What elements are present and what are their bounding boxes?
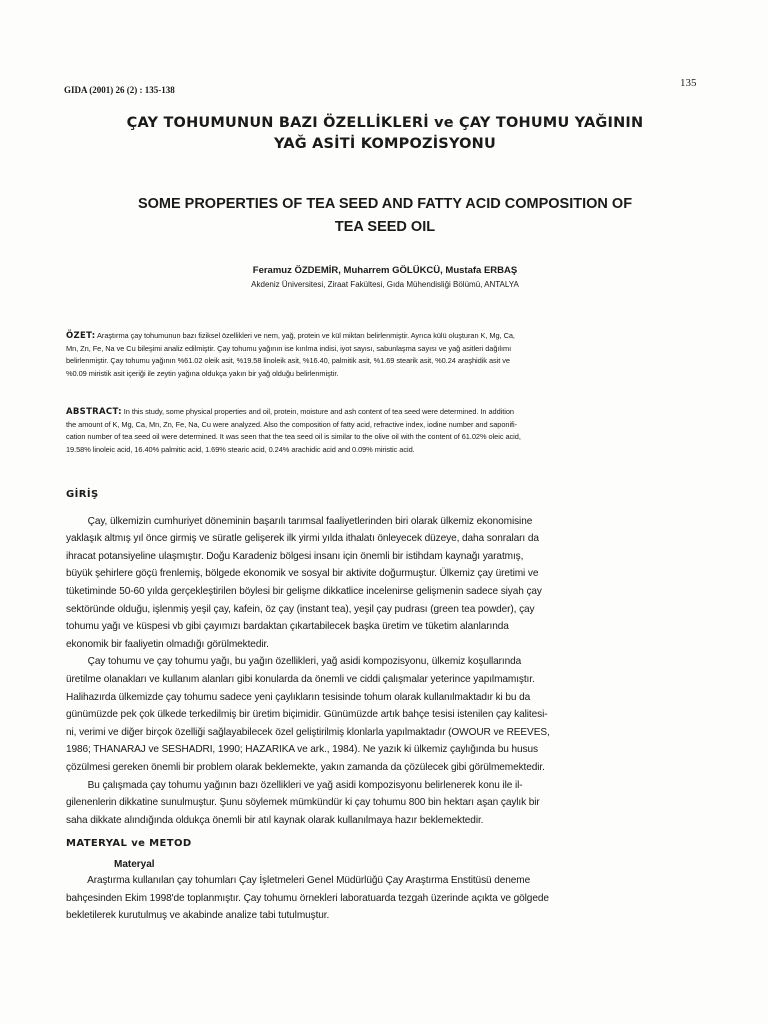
- abstract-block: [66, 406, 708, 457]
- title-turkish: [60, 113, 710, 155]
- body-line: gilenenlerin dikkatine sunulmuştur. Şunu söylemek mümkündür ki çay tohumu 800 bin hektarı aşan çaylık bir: [66, 797, 540, 809]
- body-line: üretilme olanakları ve kullanım alanları gibi konularda da önemli ve ciddi çalışmalar yeterince yapılmamıştır.: [66, 673, 535, 685]
- body-line: Çay tohumu ve çay tohumu yağı, bu yağın özellikleri, yağ asidi kompozisyonu, ülkemiz koşullarında: [66, 656, 522, 668]
- ozet-line: Mn, Zn, Fe, Na ve Cu bileşimi analiz edilmiştir. Çay tohumu yağının ise kırılma indisi, iyot sayısı, sabunlaşma sayısı ve yağ asitleri dağılımı: [66, 343, 512, 353]
- body-line: çözülmesi gereken önemli bir problem olarak beklemekte, yakın zamanda da çözülecek gibi görülmemektedir.: [66, 761, 545, 773]
- ozet-line: %0.09 miristik asit içeriği ile zeytin yağına oldukça yakın bir yağ olduğu belirlenmiştir.: [66, 369, 339, 379]
- abstract-line: 19.58% linoleic acid, 16.40% palmitic acid, 1.69% stearic acid, 0.24% arachidic acid and 0.09% miristic acid.: [66, 445, 415, 455]
- authors: Feramuz ÖZDEMİR, Muharrem GÖLÜKCÜ, Mustafa ERBAŞ: [252, 265, 518, 276]
- body-line: tüketiminde 50-60 yılda gerçekleştirilen böylesi bir gelişme dikkatlice incelenirse gelişmenin sadece siyah çay: [66, 585, 542, 597]
- body-line: ekonomik bir faaliyetin olmadığı görülmektedir.: [66, 638, 269, 650]
- body-line: Halihazırda ülkemizde çay tohumu sadece yeni çaylıkların tesisinde tohum olarak kullanılmaktadır ki bu da: [66, 691, 531, 703]
- ozet-line: [66, 330, 708, 343]
- ozet-label: ÖZET:: [66, 331, 96, 341]
- subheading-materyal: Materyal: [114, 859, 155, 870]
- body-line: ihracat potansiyeline ulaşmıştır. Doğu Karadeniz bölgesi insanı için önemli bir istihdam kaynağı yaratmış,: [66, 550, 524, 562]
- ozet-line: belirlenmiştir. Çay tohumu yağının %61.02 oleik asit, %19.58 linoleik asit, %16.40, palmitik asit, %1.69 stearik asit, %0.24 araşhidik asit ve: [66, 356, 510, 366]
- body-line: Çay, ülkemizin cumhuriyet döneminin başarılı tarımsal faaliyetlerinden biri olarak ülkemiz ekonomisine: [66, 515, 533, 527]
- body-line: sektöründe olduğu, işlenmiş yeşil çay, kafein, öz çay (instant tea), yeşil çay pudrası (green tea powder), çay: [66, 603, 535, 615]
- title-english: [50, 193, 720, 239]
- title-turkish-line: ÇAY TOHUMUNUN BAZI ÖZELLİKLERİ ve ÇAY TOHUMU YAĞININ: [126, 115, 644, 131]
- body-line: bahçesinden Ekim 1998'de toplanmıştır. Çay tohumu örnekleri laboratuarda tezgah üzerinde açıkta ve gölgede: [66, 892, 549, 904]
- page-number: 135: [680, 77, 697, 89]
- body-line: günümüzde pek çok ülkede terkedilmiş bir üretim biçimidir. Günümüzde artık bahçe tesisi istenilen çay kalitesi-: [66, 709, 548, 721]
- body-line: bekletilerek kurutulmuş ve akabinde analize tabi tutulmuştur.: [66, 910, 330, 922]
- body-line: 1986; THANARAJ ve SESHADRI, 1990; HAZARIKA ve ark., 1984). Ne yazık ki ülkemiz çaylığında bu husus: [66, 744, 538, 756]
- abstract-line: the amount of K, Mg, Ca, Mn, Zn, Fe, Na, Cu were analyzed. Also the composition of fatty acid, refractive index, iodine number and saponifi-: [66, 419, 518, 429]
- ozet-text: Araştırma çay tohumunun bazı fiziksel özellikleri ve nem, yağ, protein ve kül miktarı belirlenmiştir. Ayrıca külü oluşturan K, Mg, Ca,: [95, 331, 515, 340]
- giris-body: [66, 495, 708, 829]
- body-line: Bu çalışmada çay tohumu yağının bazı özellikleri ve yağ asidi kompozisyonu belirlenerek konu ile il-: [66, 779, 523, 791]
- materyal-body: [66, 872, 708, 925]
- section-heading-materyal-metod: MATERYAL ve METOD: [66, 838, 192, 849]
- affiliation: Akdeniz Üniversitesi, Ziraat Fakültesi, Gıda Mühendisliği Bölümü, ANTALYA: [251, 280, 519, 289]
- abstract-label: ABSTRACT:: [66, 407, 122, 417]
- abstract-text: In this study, some physical properties and oil, protein, moisture and ash content of tea seed were determined. In addition: [121, 407, 514, 416]
- body-line: büyük şehirlere göçü frenlemiş, bölgede ekonomik ve sosyal bir aktivite doğurmuştur. Ülkemiz çay üretimi ve: [66, 568, 539, 580]
- title-english-line: SOME PROPERTIES OF TEA SEED AND FATTY ACID COMPOSITION OF: [137, 196, 633, 212]
- ozet-block: [66, 330, 708, 381]
- body-line: Araştırma kullanılan çay tohumları Çay İşletmeleri Genel Müdürlüğü Çay Araştırma Enstitüsü deneme: [66, 875, 531, 886]
- section-heading-giris: GİRİŞ: [66, 489, 99, 500]
- title-turkish-line: YAĞ ASİTİ KOMPOZİSYONU: [274, 136, 496, 152]
- body-line: yaklaşık altmış yıl önce girmiş ve süratle gelişerek ilk yirmi yılda ithalatı önleyecek düzeye, daha sonraları da: [66, 533, 539, 545]
- body-line: ni, verimi ve diğer birçok özelliği sağlayabilecek özel geliştirilmiş klonlarla yapılmaktadır (OWOUR ve REEVES,: [66, 726, 550, 738]
- journal-reference: GIDA (2001) 26 (2) : 135-138: [64, 85, 175, 95]
- body-line: saha dikkate alındığında oldukça önemli bir atıl kaynak olarak kullanılmaya hazır beklemektedir.: [66, 814, 484, 826]
- title-english-line: TEA SEED OIL: [334, 219, 436, 235]
- body-line: tohumu yağı ve küspesi vb gibi çayımızı bardaktan çıkartabilecek başka üretim ve tüketim alanlarında: [66, 621, 509, 633]
- abstract-line: cation number of tea seed oil were determined. It was seen that the tea seed oil is similar to the olive oil with the content of 61.02% oleic acid,: [66, 432, 521, 442]
- abstract-line: [66, 406, 708, 419]
